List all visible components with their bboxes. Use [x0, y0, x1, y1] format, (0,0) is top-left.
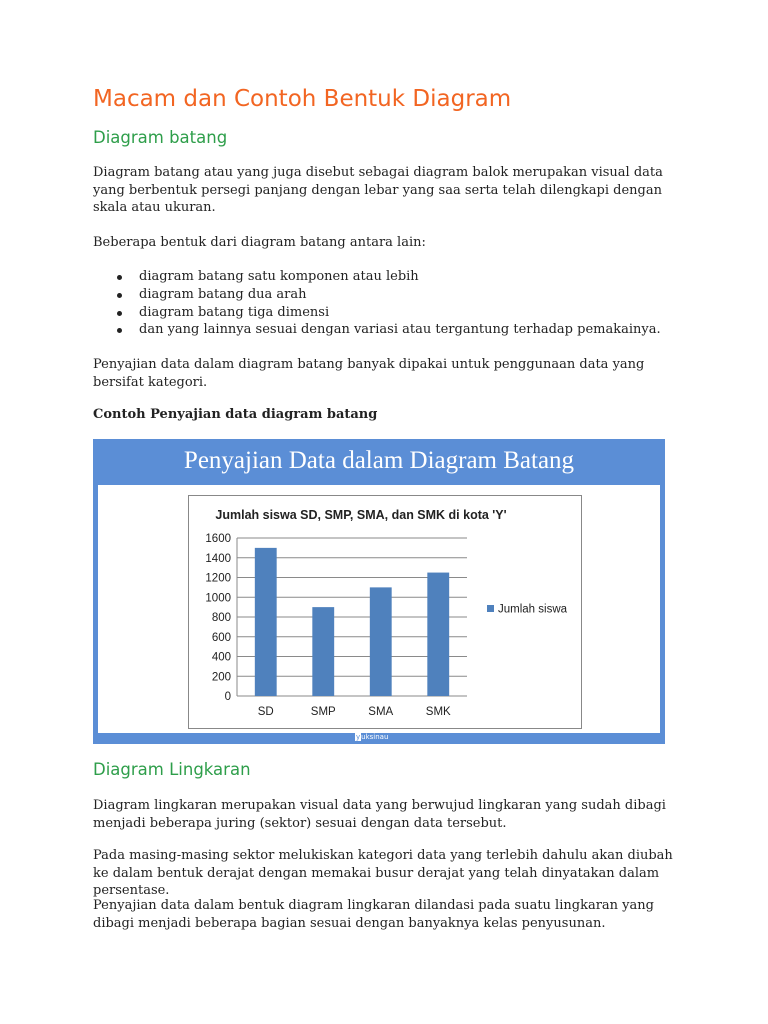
figure-title: Penyajian Data dalam Diagram Batang: [183, 447, 575, 474]
section-heading-diagram-lingkaran: Diagram Lingkaran: [93, 760, 251, 779]
y-tick-label: 1000: [205, 592, 231, 605]
paragraph: Beberapa bentuk dari diagram batang antara lain:: [93, 235, 426, 250]
watermark-text: uksinau: [361, 733, 389, 741]
paragraph: Pada masing-masing sektor melukiskan kategori data yang terlebih dahulu akan diubah ke dalam bentuk derajat dengan memakai busur derajat yang telah dinyatakan dalam persentase.: [93, 848, 673, 898]
paragraph: Diagram lingkaran merupakan visual data yang berwujud lingkaran yang sudah dibagi menjadi beberapa juring (sektor) sesuai dengan data tersebut.: [93, 798, 666, 831]
y-tick-label: 800: [211, 612, 231, 624]
section-heading-diagram-batang: Diagram batang: [93, 128, 228, 147]
watermark: [355, 733, 388, 742]
figure-canvas: [98, 485, 660, 733]
paragraph: Penyajian data dalam bentuk diagram lingkaran dilandasi pada suatu lingkaran yang dibagi menjadi beberapa bagian sesuai dengan banyaknya kelas penyusunan.: [93, 898, 654, 931]
paragraph: Diagram batang atau yang juga disebut sebagai diagram balok merupakan visual data yang berbentuk persegi panjang dengan lebar yang saa serta telah dilengkapi dengan skala atau ukuran.: [93, 165, 663, 215]
figure-caption: Contoh Penyajian data diagram batang: [93, 407, 378, 422]
bar: [370, 587, 392, 696]
list-item: dan yang lainnya sesuai dengan variasi atau tergantung terhadap pemakainya.: [93, 321, 661, 339]
y-tick-label: 0: [224, 691, 231, 703]
watermark-logo: y: [356, 733, 361, 741]
legend-label: Jumlah siswa: [498, 603, 568, 616]
x-tick-label: SMP: [310, 706, 336, 718]
y-tick-label: 200: [211, 671, 231, 684]
chart-title: Jumlah siswa SD, SMP, SMA, dan SMK di kota 'Y': [215, 508, 507, 522]
chart-figure: [93, 439, 665, 744]
y-tick-label: 1200: [205, 572, 231, 585]
y-tick-label: 1400: [205, 552, 231, 565]
page-title: Macam dan Contoh Bentuk Diagram: [93, 86, 512, 112]
bar: [255, 548, 277, 696]
x-tick-label: SMK: [425, 706, 451, 718]
bar: [427, 573, 449, 696]
bullet-list: [93, 268, 661, 339]
x-tick-label: SMA: [368, 706, 394, 718]
paragraph: Penyajian data dalam diagram batang banyak dipakai untuk penggunaan data yang bersifat kategori.: [93, 357, 645, 390]
list-item: diagram batang tiga dimensi: [93, 304, 661, 322]
x-tick-label: SD: [257, 706, 274, 718]
y-tick-label: 600: [211, 631, 231, 644]
bar-chart: [189, 496, 581, 728]
list-item: diagram batang dua arah: [93, 286, 661, 304]
y-tick-label: 1600: [205, 533, 231, 545]
chart-area: [188, 495, 582, 729]
legend-swatch: [487, 605, 494, 612]
bar: [312, 607, 334, 696]
y-tick-label: 400: [211, 651, 231, 664]
list-item: diagram batang satu komponen atau lebih: [93, 268, 661, 286]
